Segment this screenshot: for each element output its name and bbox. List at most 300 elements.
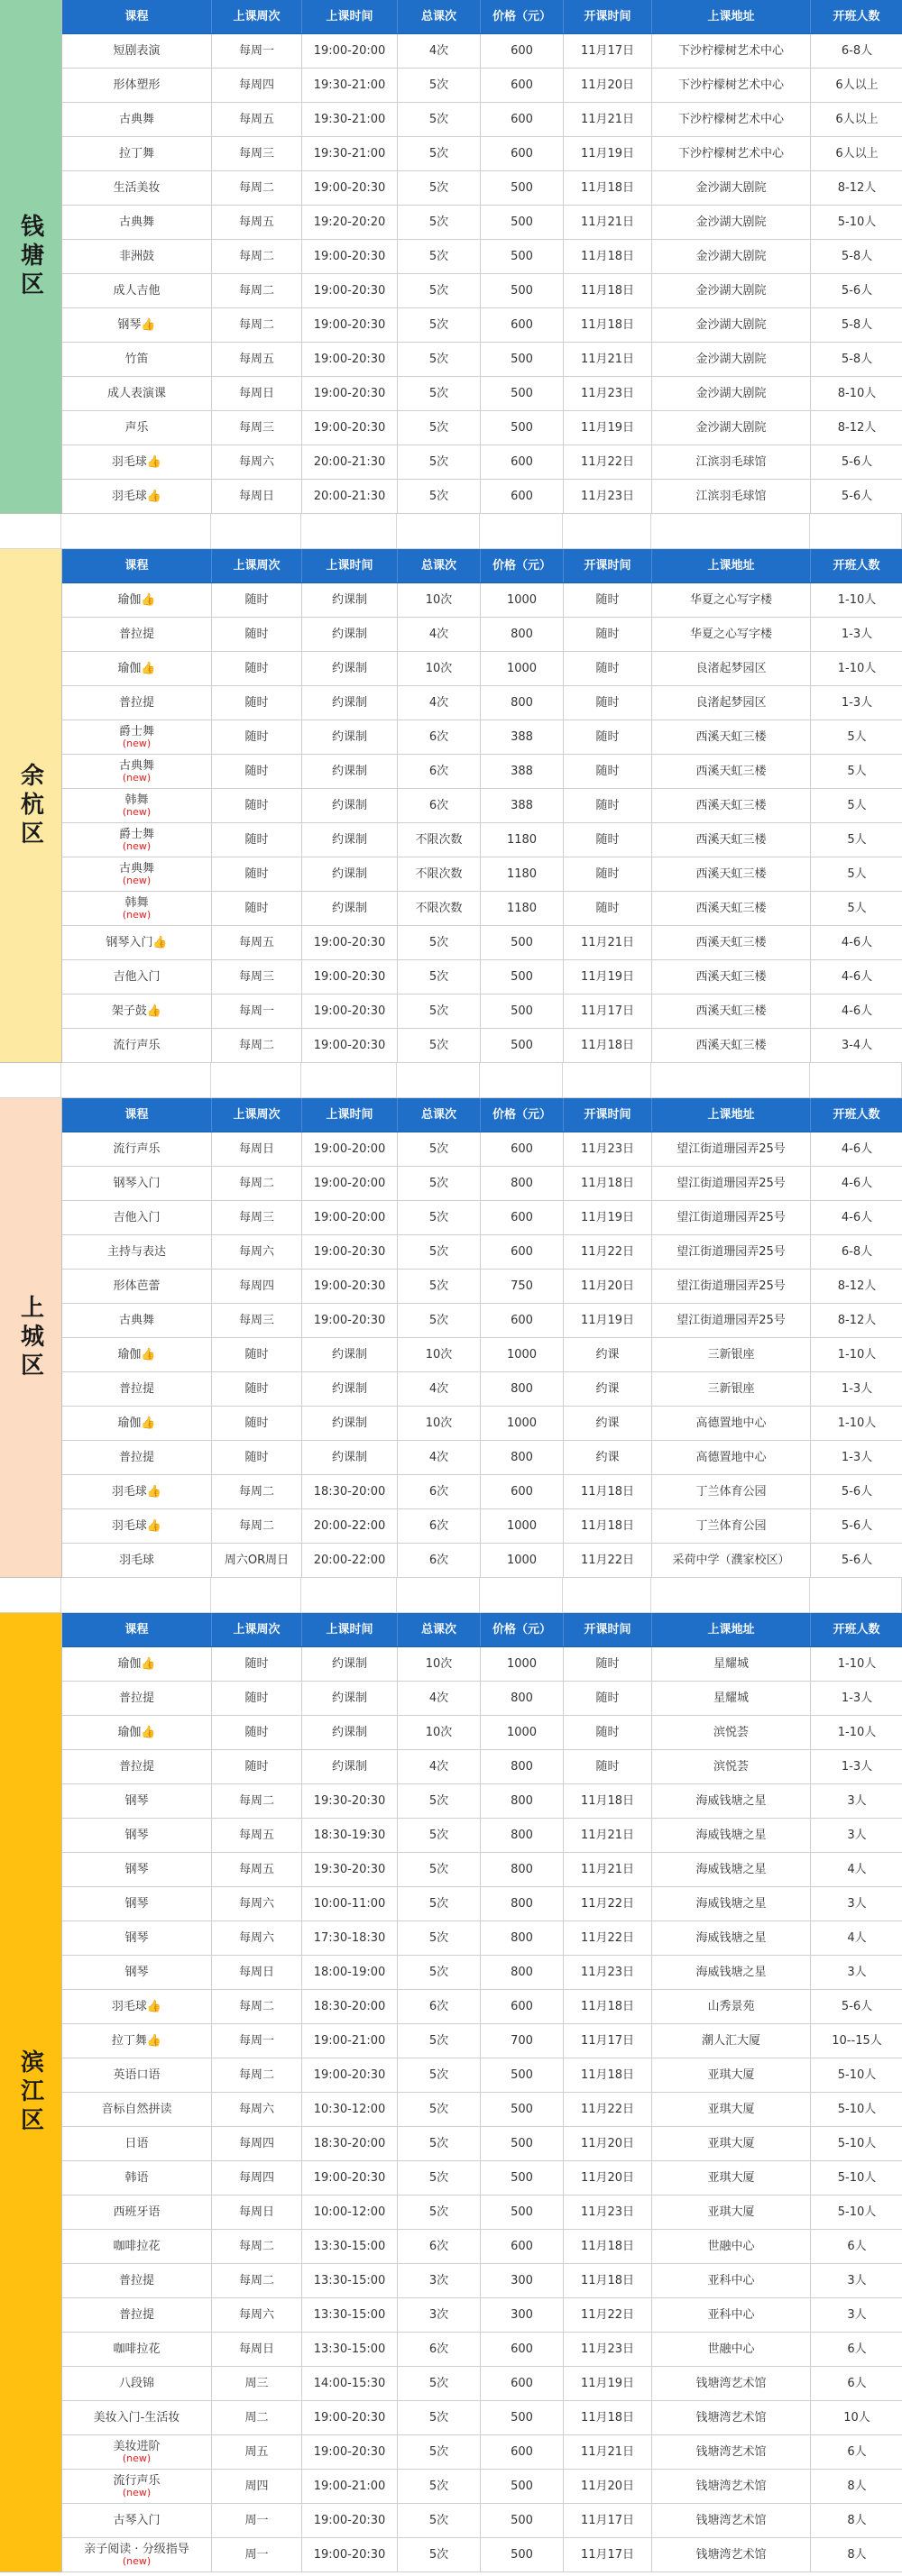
table-row — [62, 240, 902, 274]
cell-class-size: 5-6人 — [841, 1554, 873, 1567]
table-row — [62, 2333, 902, 2367]
cell-start-date: 11月18日 — [564, 171, 652, 205]
cell-course: 钢琴入门 — [62, 1167, 212, 1200]
cell-course: 瑜伽👍 — [62, 1647, 212, 1681]
table-row — [62, 1338, 902, 1372]
cell-time: 约课制 — [302, 1441, 398, 1474]
cell-course: 钢琴 — [62, 1853, 212, 1886]
header-price: 价格（元） — [481, 0, 564, 33]
table-row — [62, 1475, 902, 1509]
cell-price: 600 — [481, 1132, 564, 1166]
cell-course: 瑜伽👍 — [62, 583, 212, 617]
header-class-size: 开班人数 — [811, 0, 902, 33]
header-time: 上课时间 — [302, 549, 398, 582]
cell-address: 下沙柠檬树艺术中心 — [652, 69, 811, 102]
cell-weekday: 每周五 — [212, 343, 302, 376]
cell-time: 19:00-20:30 — [302, 960, 398, 994]
cell-price: 388 — [481, 755, 564, 788]
cell-weekday: 每周四 — [212, 2127, 302, 2160]
cell-weekday: 周三 — [212, 2367, 302, 2400]
cell-address: 西溪天虹三楼 — [652, 789, 811, 822]
cell-sessions: 5次 — [398, 137, 481, 170]
cell-start-date: 11月21日 — [564, 926, 652, 959]
cell-address: 三新银座 — [652, 1338, 811, 1371]
cell-start-date: 11月17日 — [564, 995, 652, 1028]
district-section — [0, 1098, 902, 1578]
cell-address: 金沙湖大剧院 — [652, 343, 811, 376]
table-row — [62, 1029, 902, 1063]
cell-address: 亚琪大厦 — [652, 2058, 811, 2092]
cell-price: 500 — [481, 1029, 564, 1062]
cell-course — [62, 2435, 212, 2469]
cell-sessions: 5次 — [398, 240, 481, 273]
cell-start-date: 11月18日 — [564, 1475, 652, 1508]
cell-sessions: 5次 — [398, 2367, 481, 2400]
header-class-size: 开班人数 — [811, 549, 902, 582]
cell-class-size: 10人 — [843, 2411, 870, 2425]
cell-weekday: 随时 — [212, 789, 302, 822]
cell-time: 19:00-20:00 — [302, 34, 398, 68]
table-row — [62, 1682, 902, 1716]
cell-class-size: 5-10人 — [837, 2205, 877, 2219]
cell-start-date: 11月22日 — [564, 1235, 652, 1269]
table-row — [62, 583, 902, 618]
table-header — [62, 549, 902, 583]
cell-class-size: 4-6人 — [841, 936, 873, 949]
cell-sessions: 5次 — [398, 308, 481, 342]
cell-address: 江滨羽毛球馆 — [652, 445, 811, 479]
header-weekday: 上课周次 — [212, 549, 302, 582]
cell-course: 咖啡拉花 — [62, 2333, 212, 2366]
cell-start-date: 11月17日 — [564, 2024, 652, 2058]
cell-start-date: 11月18日 — [564, 2230, 652, 2263]
cell-course: 羽毛球👍 — [62, 445, 212, 479]
cell-sessions: 10次 — [398, 583, 481, 617]
cell-address: 高德置地中心 — [652, 1407, 811, 1440]
cell-sessions: 5次 — [398, 1956, 481, 1989]
table-row — [62, 823, 902, 857]
cell-price: 600 — [481, 2367, 564, 2400]
course-name: 流行声乐 — [113, 2474, 161, 2488]
cell-weekday: 每周二 — [212, 171, 302, 205]
cell-price: 800 — [481, 1921, 564, 1955]
table-row — [62, 1990, 902, 2024]
cell-weekday: 随时 — [212, 1441, 302, 1474]
cell-start-date: 随时 — [564, 686, 652, 720]
header-price: 价格（元） — [481, 1613, 564, 1646]
cell-address: 亚琪大厦 — [652, 2196, 811, 2229]
cell-class-size: 1-10人 — [837, 662, 877, 675]
header-address: 上课地址 — [652, 549, 811, 582]
cell-price: 300 — [481, 2264, 564, 2297]
cell-time: 19:00-20:30 — [302, 1304, 398, 1337]
cell-course: 拉丁舞 — [62, 137, 212, 170]
table-row — [62, 857, 902, 892]
cell-time: 19:30-20:30 — [302, 1853, 398, 1886]
cell-course: 瑜伽👍 — [62, 1338, 212, 1371]
cell-address: 潮人汇大厦 — [652, 2024, 811, 2058]
cell-time: 19:00-20:30 — [302, 2161, 398, 2195]
cell-sessions: 5次 — [398, 1201, 481, 1234]
cell-address: 西溪天虹三楼 — [652, 995, 811, 1028]
cell-sessions: 5次 — [398, 1270, 481, 1303]
cell-address: 西溪天虹三楼 — [652, 857, 811, 891]
cell-start-date: 11月18日 — [564, 1990, 652, 2023]
cell-sessions: 不限次数 — [398, 892, 481, 925]
cell-address: 良渚起梦园区 — [652, 686, 811, 720]
course-table — [62, 549, 902, 1063]
district-name: 上城区 — [16, 1294, 44, 1381]
cell-start-date: 11月22日 — [564, 1887, 652, 1921]
cell-time: 20:00-22:00 — [302, 1544, 398, 1577]
cell-sessions: 5次 — [398, 1167, 481, 1200]
cell-class-size: 5人 — [847, 765, 867, 778]
cell-class-size: 3人 — [847, 1897, 867, 1911]
cell-time: 19:00-20:30 — [302, 926, 398, 959]
table-row — [62, 1201, 902, 1235]
cell-time: 19:00-20:30 — [302, 2435, 398, 2469]
cell-class-size: 3人 — [847, 2274, 867, 2287]
table-row — [62, 1784, 902, 1819]
cell-start-date: 随时 — [564, 857, 652, 891]
cell-sessions: 不限次数 — [398, 857, 481, 891]
cell-course: 古典舞 — [62, 206, 212, 239]
cell-price: 300 — [481, 2298, 564, 2332]
cell-address: 亚琪大厦 — [652, 2127, 811, 2160]
cell-start-date: 随时 — [564, 652, 652, 685]
cell-class-size: 5-8人 — [841, 250, 873, 263]
cell-start-date: 11月20日 — [564, 2161, 652, 2195]
table-row — [62, 2161, 902, 2196]
cell-sessions: 6次 — [398, 755, 481, 788]
cell-class-size: 5-8人 — [841, 353, 873, 366]
cell-price: 1180 — [481, 823, 564, 857]
cell-class-size: 1-10人 — [837, 593, 877, 607]
cell-price: 500 — [481, 2196, 564, 2229]
cell-start-date: 11月22日 — [564, 1921, 652, 1955]
cell-price: 1180 — [481, 892, 564, 925]
cell-start-date: 11月18日 — [564, 1029, 652, 1062]
cell-address: 亚琪大厦 — [652, 2093, 811, 2126]
cell-price: 600 — [481, 1201, 564, 1234]
cell-class-size: 8-12人 — [837, 1314, 877, 1327]
cell-weekday: 随时 — [212, 892, 302, 925]
cell-address: 钱塘湾艺术馆 — [652, 2538, 811, 2571]
cell-time: 19:20-20:20 — [302, 206, 398, 239]
cell-price: 800 — [481, 1887, 564, 1921]
header-address: 上课地址 — [652, 0, 811, 33]
cell-course: 古琴入门 — [62, 2504, 212, 2537]
table-row — [62, 2367, 902, 2401]
cell-start-date: 11月17日 — [564, 2504, 652, 2537]
cell-course: 形体塑形 — [62, 69, 212, 102]
cell-address: 江滨羽毛球馆 — [652, 480, 811, 513]
cell-address: 西溪天虹三楼 — [652, 1029, 811, 1062]
cell-class-size: 8-10人 — [837, 387, 877, 400]
table-row — [62, 1750, 902, 1784]
cell-course: 成人吉他 — [62, 274, 212, 307]
cell-course: 钢琴 — [62, 1887, 212, 1921]
table-row — [62, 2298, 902, 2333]
cell-weekday: 每周五 — [212, 1819, 302, 1852]
course-name: 爵士舞 — [118, 725, 154, 738]
cell-weekday: 每周四 — [212, 2161, 302, 2195]
cell-sessions: 5次 — [398, 2127, 481, 2160]
cell-class-size: 8人 — [847, 2480, 867, 2493]
new-badge: (new) — [122, 840, 152, 852]
cell-time: 约课制 — [302, 1338, 398, 1371]
cell-weekday: 每周三 — [212, 960, 302, 994]
cell-start-date: 11月21日 — [564, 2435, 652, 2469]
cell-weekday: 每周六 — [212, 445, 302, 479]
cell-address: 钱塘湾艺术馆 — [652, 2470, 811, 2503]
cell-time: 约课制 — [302, 686, 398, 720]
cell-time: 19:00-20:30 — [302, 2401, 398, 2434]
cell-class-size: 5-10人 — [837, 2137, 877, 2150]
cell-start-date: 11月21日 — [564, 1819, 652, 1852]
cell-weekday: 随时 — [212, 720, 302, 754]
cell-price: 800 — [481, 1750, 564, 1783]
cell-weekday: 每周一 — [212, 34, 302, 68]
header-start-date: 开课时间 — [564, 549, 652, 582]
header-price: 价格（元） — [481, 549, 564, 582]
header-weekday: 上课周次 — [212, 1098, 302, 1132]
cell-weekday: 随时 — [212, 857, 302, 891]
cell-class-size: 5-10人 — [837, 2171, 877, 2185]
cell-class-size: 5-10人 — [837, 2068, 877, 2082]
cell-weekday: 每周三 — [212, 1201, 302, 1234]
cell-class-size: 4-6人 — [841, 1004, 873, 1018]
cell-course — [62, 2470, 212, 2503]
cell-time: 18:30-20:00 — [302, 1990, 398, 2023]
cell-course: 普拉提 — [62, 2298, 212, 2332]
cell-weekday: 每周一 — [212, 995, 302, 1028]
header-time: 上课时间 — [302, 1098, 398, 1132]
cell-time: 19:00-20:30 — [302, 1029, 398, 1062]
cell-start-date: 11月23日 — [564, 480, 652, 513]
cell-price: 750 — [481, 1270, 564, 1303]
cell-price: 500 — [481, 2504, 564, 2537]
cell-sessions: 5次 — [398, 2538, 481, 2571]
cell-start-date: 11月18日 — [564, 1509, 652, 1543]
cell-weekday: 周四 — [212, 2470, 302, 2503]
cell-time: 约课制 — [302, 1647, 398, 1681]
table-row — [62, 720, 902, 755]
cell-sessions: 6次 — [398, 1475, 481, 1508]
cell-course: 架子鼓👍 — [62, 995, 212, 1028]
cell-time: 约课制 — [302, 755, 398, 788]
cell-course: 主持与表达 — [62, 1235, 212, 1269]
header-course: 课程 — [62, 0, 212, 33]
cell-time: 19:00-20:30 — [302, 308, 398, 342]
header-weekday: 上课周次 — [212, 1613, 302, 1646]
cell-weekday: 周一 — [212, 2504, 302, 2537]
cell-price: 500 — [481, 377, 564, 410]
cell-weekday: 每周二 — [212, 1029, 302, 1062]
cell-class-size: 5-6人 — [841, 2000, 873, 2013]
new-badge: (new) — [122, 772, 152, 784]
cell-start-date: 11月18日 — [564, 274, 652, 307]
cell-time: 约课制 — [302, 720, 398, 754]
cell-time: 13:30-15:00 — [302, 2298, 398, 2332]
table-row — [62, 960, 902, 995]
cell-class-size: 1-10人 — [837, 1348, 877, 1361]
cell-weekday: 周二 — [212, 2401, 302, 2434]
cell-class-size: 6人以上 — [835, 78, 879, 92]
table-row — [62, 274, 902, 308]
cell-sessions: 5次 — [398, 2093, 481, 2126]
cell-time: 18:30-19:30 — [302, 1819, 398, 1852]
cell-course: 羽毛球👍 — [62, 1990, 212, 2023]
cell-class-size: 5-10人 — [837, 2103, 877, 2116]
cell-start-date: 随时 — [564, 755, 652, 788]
cell-start-date: 11月21日 — [564, 206, 652, 239]
cell-weekday: 随时 — [212, 1716, 302, 1749]
cell-price: 600 — [481, 69, 564, 102]
cell-course: 吉他入门 — [62, 1201, 212, 1234]
cell-course: 生活美妆 — [62, 171, 212, 205]
cell-price: 800 — [481, 618, 564, 651]
cell-class-size: 6人以上 — [835, 113, 879, 126]
header-course: 课程 — [62, 1613, 212, 1646]
cell-class-size: 4-6人 — [841, 1177, 873, 1190]
cell-address: 良渚起梦园区 — [652, 652, 811, 685]
cell-weekday: 每周三 — [212, 137, 302, 170]
course-name: 亲子阅读 · 分级指导 — [84, 2543, 189, 2556]
header-course: 课程 — [62, 549, 212, 582]
cell-class-size: 1-3人 — [841, 628, 873, 641]
cell-time: 10:00-12:00 — [302, 2196, 398, 2229]
cell-price: 500 — [481, 960, 564, 994]
cell-time: 18:30-20:00 — [302, 2127, 398, 2160]
cell-price: 500 — [481, 2470, 564, 2503]
new-badge: (new) — [122, 875, 152, 886]
cell-weekday: 每周六 — [212, 1921, 302, 1955]
cell-price: 800 — [481, 1372, 564, 1406]
table-row — [62, 892, 902, 926]
section-spacer — [0, 1063, 902, 1098]
cell-class-size: 6-8人 — [841, 1245, 873, 1259]
cell-weekday: 每周日 — [212, 1956, 302, 1989]
cell-time: 19:00-20:30 — [302, 274, 398, 307]
cell-address: 望江街道珊园弄25号 — [652, 1132, 811, 1166]
cell-start-date: 随时 — [564, 823, 652, 857]
cell-start-date: 11月19日 — [564, 1201, 652, 1234]
table-row — [62, 171, 902, 206]
cell-price: 800 — [481, 686, 564, 720]
cell-weekday: 随时 — [212, 1338, 302, 1371]
cell-sessions: 5次 — [398, 1819, 481, 1852]
cell-class-size: 1-10人 — [837, 1726, 877, 1739]
district-name: 滨江区 — [16, 2049, 44, 2136]
cell-time: 约课制 — [302, 1372, 398, 1406]
table-row — [62, 2470, 902, 2504]
cell-course: 流行声乐 — [62, 1132, 212, 1166]
cell-start-date: 随时 — [564, 789, 652, 822]
header-sessions: 总课次 — [398, 549, 481, 582]
cell-price: 500 — [481, 2538, 564, 2571]
cell-start-date: 11月19日 — [564, 960, 652, 994]
cell-address: 金沙湖大剧院 — [652, 240, 811, 273]
cell-address: 下沙柠檬树艺术中心 — [652, 103, 811, 136]
district-label — [0, 549, 62, 1063]
new-badge: (new) — [122, 806, 152, 818]
district-label — [0, 0, 62, 514]
cell-time: 19:30-20:30 — [302, 1784, 398, 1818]
cell-address: 华夏之心写字楼 — [652, 618, 811, 651]
header-class-size: 开班人数 — [811, 1098, 902, 1132]
table-row — [62, 103, 902, 137]
table-row — [62, 343, 902, 377]
cell-address: 三新银座 — [652, 1372, 811, 1406]
cell-price: 1000 — [481, 1509, 564, 1543]
cell-time: 19:00-20:00 — [302, 1201, 398, 1234]
cell-price: 1000 — [481, 652, 564, 685]
cell-start-date: 约课 — [564, 1441, 652, 1474]
cell-course: 短剧表演 — [62, 34, 212, 68]
cell-price: 500 — [481, 411, 564, 445]
cell-weekday: 每周六 — [212, 2093, 302, 2126]
table-row — [62, 34, 902, 69]
cell-sessions: 5次 — [398, 480, 481, 513]
cell-weekday: 周六OR周日 — [212, 1544, 302, 1577]
cell-start-date: 11月21日 — [564, 343, 652, 376]
cell-start-date: 11月21日 — [564, 103, 652, 136]
cell-course: 非洲鼓 — [62, 240, 212, 273]
cell-time: 19:00-21:00 — [302, 2470, 398, 2503]
cell-class-size: 1-3人 — [841, 1382, 873, 1396]
table-row — [62, 755, 902, 789]
district-section — [0, 1613, 902, 2572]
cell-price: 800 — [481, 1167, 564, 1200]
cell-time: 20:00-21:30 — [302, 480, 398, 513]
cell-weekday: 每周日 — [212, 480, 302, 513]
cell-price: 600 — [481, 308, 564, 342]
cell-address: 高德置地中心 — [652, 1441, 811, 1474]
course-table — [62, 1098, 902, 1578]
cell-price: 600 — [481, 103, 564, 136]
district-section — [0, 549, 902, 1063]
cell-address: 钱塘湾艺术馆 — [652, 2367, 811, 2400]
cell-class-size: 5-6人 — [841, 490, 873, 503]
cell-weekday: 随时 — [212, 1750, 302, 1783]
cell-start-date: 11月18日 — [564, 240, 652, 273]
cell-weekday: 每周二 — [212, 274, 302, 307]
cell-weekday: 每周五 — [212, 103, 302, 136]
header-sessions: 总课次 — [398, 1098, 481, 1132]
cell-class-size: 6-8人 — [841, 44, 873, 58]
cell-course: 钢琴 — [62, 1819, 212, 1852]
cell-price: 500 — [481, 995, 564, 1028]
cell-weekday: 随时 — [212, 755, 302, 788]
cell-sessions: 5次 — [398, 1853, 481, 1886]
cell-sessions: 5次 — [398, 2058, 481, 2092]
cell-time: 10:30-12:00 — [302, 2093, 398, 2126]
cell-start-date: 随时 — [564, 1716, 652, 1749]
cell-sessions: 4次 — [398, 686, 481, 720]
table-row — [62, 1853, 902, 1887]
cell-course: 普拉提 — [62, 1682, 212, 1715]
cell-start-date: 约课 — [564, 1338, 652, 1371]
cell-class-size: 6人 — [847, 2240, 867, 2253]
cell-start-date: 随时 — [564, 1647, 652, 1681]
cell-start-date: 11月23日 — [564, 1132, 652, 1166]
cell-address: 海威钱塘之星 — [652, 1887, 811, 1921]
cell-class-size: 4-6人 — [841, 1142, 873, 1156]
cell-address: 星耀城 — [652, 1647, 811, 1681]
cell-address: 亚琪大厦 — [652, 2161, 811, 2195]
cell-address: 金沙湖大剧院 — [652, 411, 811, 445]
